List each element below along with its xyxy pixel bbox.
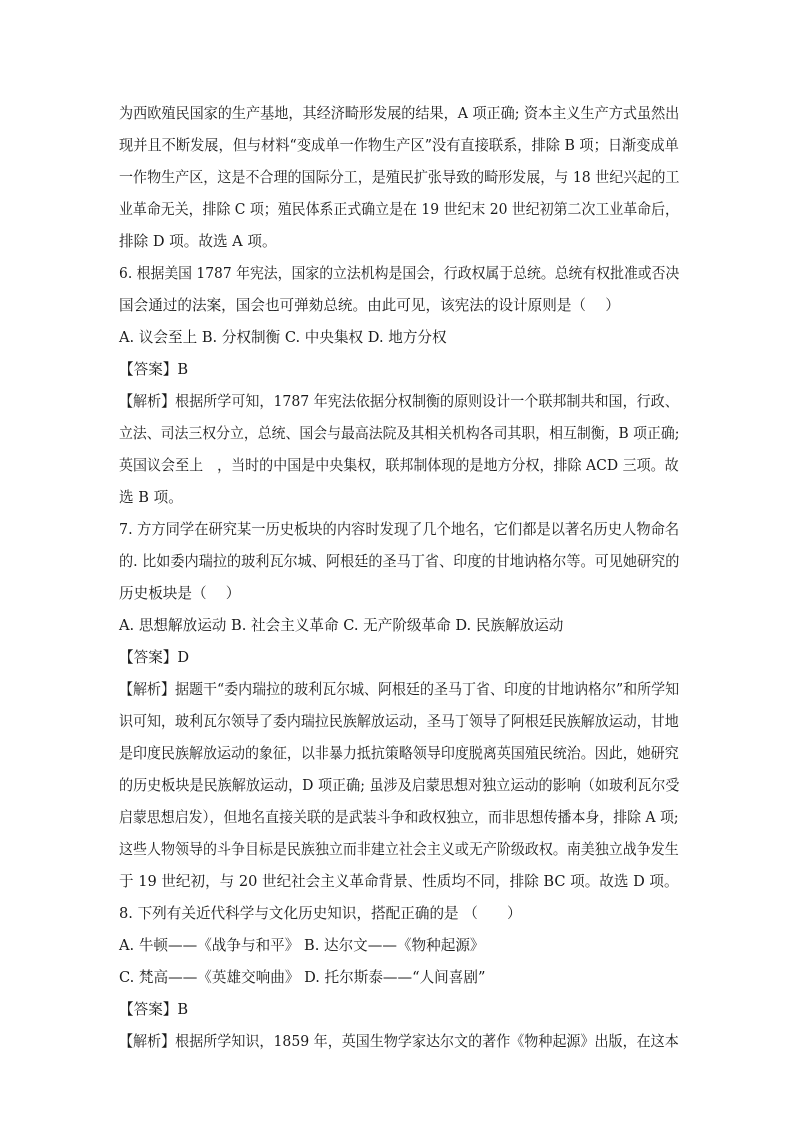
question-7-analysis: 的历史板块是民族解放运动，D 项正确; 虽涉及启蒙思想对独立运动的影响（如玻利瓦尔受	[119, 777, 680, 794]
question-7-analysis: 于 19 世纪初，与 20 世纪社会主义革命背景、性质均不同，排除 BC 项。故选 D 项。	[119, 873, 679, 890]
question-6-answer: 【答案】B	[119, 361, 189, 378]
question-6-analysis: 立法、司法三权分立，总统、国会与最高法院及其相关机构各司其职，相互制衡，B 项正确;	[119, 425, 680, 442]
question-8-options: C. 梵高——《英雄交响曲》 D. 托尔斯泰——“人间喜剧”	[119, 969, 486, 986]
question-7-analysis: 是印度民族解放运动的象征，以非暴力抵抗策略领导印度脱离英国殖民统治。因此，她研究	[119, 745, 679, 762]
question-7-stem: 历史板块是（ ）	[119, 585, 241, 602]
question-7-analysis: 启蒙思想启发），但地名直接关联的是武装斗争和政权独立，而非思想传播本身，排除 A 项;	[119, 809, 679, 826]
text-line: 现并且不断发展，但与材料“变成单一作物生产区”没有直接联系，排除 B 项；日渐变成单	[119, 137, 679, 154]
question-7-options: A. 思想解放运动 B. 社会主义革命 C. 无产阶级革命 D. 民族解放运动	[119, 617, 564, 634]
question-7-stem: 的. 比如委内瑞拉的玻利瓦尔城、阿根廷的圣马丁省、印度的甘地讷格尔等。可见她研究的	[119, 553, 680, 570]
question-6-analysis: 【解析】根据所学可知，1787 年宪法依据分权制衡的原则设计一个联邦制共和国，行政、	[119, 393, 679, 410]
question-6-stem: 国会通过的法案，国会也可弹劾总统。由此可见，该宪法的设计原则是（ ）	[119, 297, 620, 314]
text-line: 一作物生产区，这是不合理的国际分工，是殖民扩张导致的畸形发展，与 18 世纪兴起的工	[119, 169, 680, 186]
question-7-stem: 7. 方方同学在研究某一历史板块的内容时发现了几个地名，它们都是以著名历史人物命名	[119, 521, 680, 538]
text-line: 排除 D 项。故选 A 项。	[119, 233, 277, 250]
question-8-stem: 8. 下列有关近代科学与文化历史知识，搭配正确的是 （ ）	[119, 905, 522, 922]
text-line: 为西欧殖民国家的生产基地，其经济畸形发展的结果，A 项正确; 资本主义生产方式虽然出	[119, 105, 680, 122]
question-7-analysis: 【解析】据题干“委内瑞拉的玻利瓦尔城、阿根廷的圣马丁省、印度的甘地讷格尔”和所学知	[119, 681, 680, 698]
question-6-analysis: 选 B 项。	[119, 489, 183, 506]
question-8-analysis: 【解析】根据所学知识，1859 年，英国生物学家达尔文的著作《物种起源》出版，在这本	[119, 1033, 679, 1050]
question-6-analysis: 英国议会至上 ，当时的中国是中央集权，联邦制体现的是地方分权，排除 ACD 三项。故	[119, 457, 679, 474]
question-7-analysis: 识可知，玻利瓦尔领导了委内瑞拉民族解放运动，圣马丁领导了阿根廷民族解放运动，甘地	[119, 713, 679, 730]
question-8-options: A. 牛顿——《战争与和平》 B. 达尔文——《物种起源》	[119, 937, 485, 954]
question-8-answer: 【答案】B	[119, 1001, 189, 1018]
question-7-answer: 【答案】D	[119, 649, 190, 666]
document-body	[119, 98, 679, 1058]
question-7-analysis: 这些人物领导的斗争目标是民族独立而非建立社会主义或无产阶级政权。南美独立战争发生	[119, 841, 679, 858]
question-6-stem: 6. 根据美国 1787 年宪法，国家的立法机构是国会，行政权属于总统。总统有权批准或否决	[119, 265, 680, 282]
text-line: 业革命无关，排除 C 项；殖民体系正式确立是在 19 世纪末 20 世纪初第二次工业革命后，	[119, 201, 679, 218]
question-6-options: A. 议会至上 B. 分权制衡 C. 中央集权 D. 地方分权	[119, 329, 447, 346]
